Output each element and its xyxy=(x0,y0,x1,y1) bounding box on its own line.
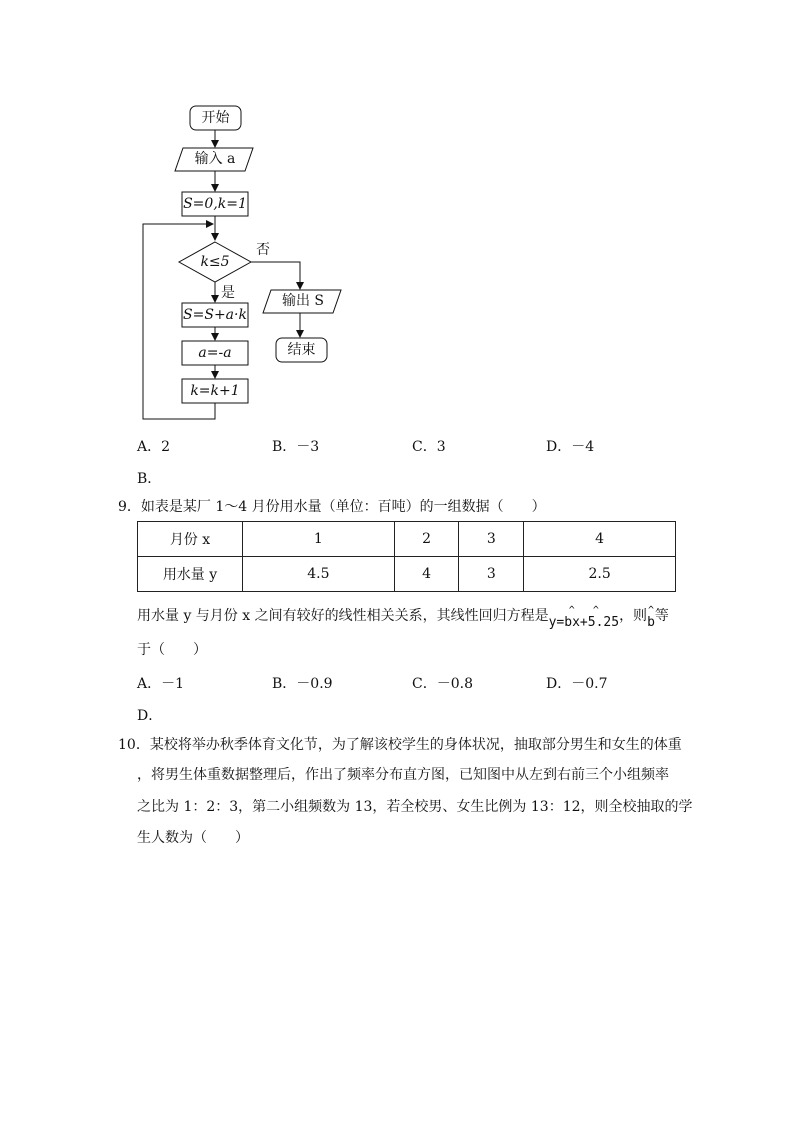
step2-label: a=-a xyxy=(198,345,232,361)
table-cell: 4 xyxy=(524,522,676,557)
init-label: S=0,k=1 xyxy=(183,196,247,212)
q10-line-1: 10．某校将举办秋季体育文化节，为了解该校学生的身体状况，抽取部分男生和女生的体重 xyxy=(118,737,682,753)
table-cell: 月份 x xyxy=(138,522,243,557)
q9-table xyxy=(137,521,676,592)
step3-label: k=k+1 xyxy=(190,383,240,399)
end-label: 结束 xyxy=(287,342,316,358)
q8-option-c: C．3 xyxy=(412,439,446,455)
no-label: 否 xyxy=(256,242,270,258)
q10-line-2: ，将男生体重数据整理后，作出了频率分布直方图，已知图中从左到右前三个小组频率 xyxy=(137,767,669,783)
q8-option-a: A．2 xyxy=(137,439,171,455)
table-cell: 3 xyxy=(459,557,524,592)
q10-line-3: 之比为 1：2：3，第二小组频数为 13，若全校男、女生比例为 13：12，则全校抽取的学 xyxy=(137,799,693,815)
table-cell: 4.5 xyxy=(243,557,395,592)
q8-answer: B． xyxy=(137,471,162,487)
q8-option-d: D．－4 xyxy=(546,439,595,455)
q9-regression-line xyxy=(137,605,669,630)
q8-option-b: B．－3 xyxy=(272,439,320,455)
table-cell: 1 xyxy=(243,522,395,557)
step1-label: S=S+a·k xyxy=(183,307,247,323)
start-label: 开始 xyxy=(201,110,230,126)
table-cell: 2.5 xyxy=(524,557,676,592)
q9-option-d: D．－0.7 xyxy=(546,676,608,692)
input-label: 输入 a xyxy=(194,151,236,167)
table-row xyxy=(138,522,676,557)
table-cell: 2 xyxy=(394,522,459,557)
q9-stem-text: 如表是某厂 1～4 月份用水量（单位：百吨）的一组数据（ ） xyxy=(140,499,546,515)
q9-text-d: 于（ ） xyxy=(137,642,207,658)
q9-option-b: B．－0.9 xyxy=(272,676,333,692)
table-cell: 3 xyxy=(459,522,524,557)
q9-text-c: 等 xyxy=(654,608,669,624)
table-cell: 4 xyxy=(394,557,459,592)
q9-number: 9． xyxy=(118,499,141,515)
q9-option-c: C．－0.8 xyxy=(412,676,473,692)
q9-answer: D． xyxy=(137,708,163,724)
q9-b-hat: ^ b xyxy=(647,605,655,630)
condition-label: k≤5 xyxy=(200,254,230,270)
q9-equation: ^ ^ y=bx+5.25 xyxy=(548,605,620,630)
flowchart xyxy=(0,0,794,440)
q9-stem xyxy=(118,497,546,517)
table-row xyxy=(138,557,676,592)
q9-text-a: 用水量 y 与月份 x 之间有较好的线性相关关系，其线性回归方程是 xyxy=(137,608,549,624)
table-cell: 用水量 y xyxy=(138,557,243,592)
q10-line-4: 生人数为（ ） xyxy=(137,830,249,846)
q9-option-a: A．－1 xyxy=(137,676,185,692)
output-label: 输出 S xyxy=(281,293,325,309)
yes-label: 是 xyxy=(221,285,235,301)
q9-text-b: ，则 xyxy=(619,608,648,624)
